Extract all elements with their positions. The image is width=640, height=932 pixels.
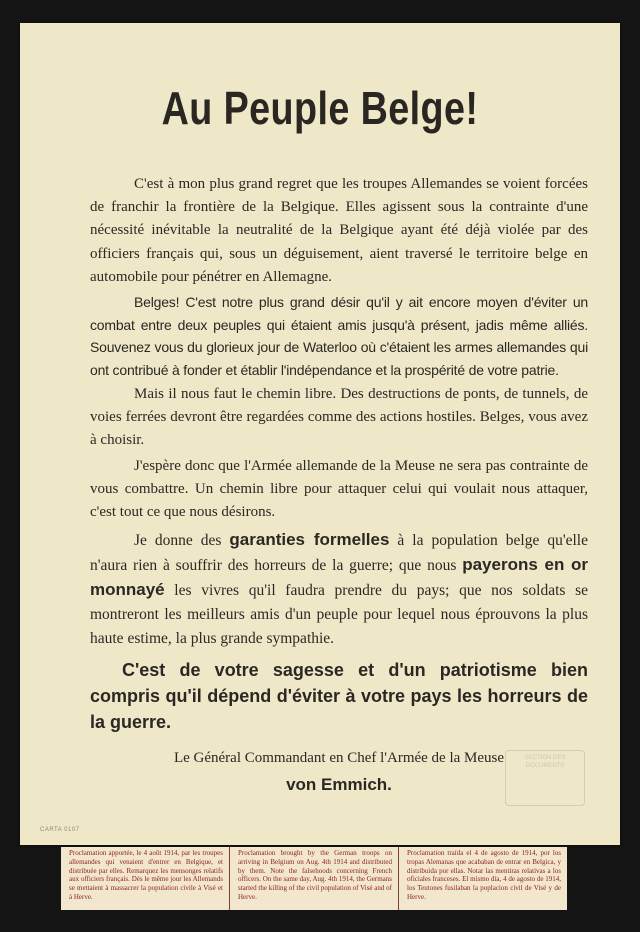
- poster-title: Au Peuple Belge!: [161, 82, 479, 134]
- paragraph-4: J'espère donc que l'Armée allemande de la Meuse ne sera pas contrainte de vous combattre. Un chemin libre pour attaquer celui qui voulait nous attaquer, c'est tout ce que nous désirons.: [90, 457, 588, 521]
- closing-block: [90, 657, 588, 735]
- stamp-text: SECTION DES DOCUMENTS: [524, 755, 566, 769]
- caption-strip: [61, 847, 567, 910]
- signature-title: Le Général Commandant en Chef l'Armée de la Meuse: [173, 750, 505, 767]
- guarantee-mid: à la population belge qu'elle n'aura rien à souffrir des horreurs de la guerre; que nous: [90, 532, 588, 575]
- paragraph-2: Belges! C'est notre plus grand désir qu'il y ait encore moyen d'éviter un combat entre deux peuples qui étaient amis jusqu'à présent, jadis même alliés. Souvenez vous du glorieux jour de Waterloo où c'étaient les armes allemandes qui ont contribué à fonder et établir l'indépendance et la prospérité de votre patrie.: [90, 294, 588, 378]
- paragraph-guarantees: [90, 528, 588, 651]
- paragraph-3: Mais il nous faut le chemin libre. Des destructions de ponts, de tunnels, de voies ferrées devront être regardées comme des actions hostiles. Belges, vous avez à choisir.: [90, 386, 588, 449]
- paragraph-1: C'est à mon plus grand regret que les troupes Allemandes se voient forcées de franchir la frontière de la Belgique. Elles agissent sous la contrainte d'une nécessité inévitable la neutralité de la Belgique ayant été déjà violée par des officiers français qui, sous un déguisement, aient traversé le territoire belge en automobile pour pénétrer en Allemagne.: [90, 176, 588, 285]
- closing-statement: C'est de votre sagesse et d'un patriotisme bien compris qu'il dépend d'éviter à votre pays les horreurs de la guerre.: [90, 660, 588, 733]
- proclamation-poster: [20, 23, 620, 845]
- guarantee-end: les vivres qu'il faudra prendre du pays; que nos soldats se montreront les meilleurs amis d'un peuple pour lequel nous éprouvons la plus haute estime, la plus grande sympathie.: [90, 582, 588, 648]
- archive-stamp: [505, 750, 585, 806]
- guarantee-intro: Je donne des: [134, 532, 230, 550]
- guarantee-bold-1: garanties formelles: [229, 530, 390, 550]
- caption-spanish: Proclamation traída el 4 de agosto de 1914, por los tropas Alemanas que acababan de entrar en Belgica, y distribuida por ellas. Notar las mentiras relativas a los oficiales franceses. El mismo día, 4 de agosto de 1914, los Teutones fusilaban la poplacion civil de Visé y de Herve.: [398, 847, 567, 910]
- signature-name: von Emmich.: [286, 775, 392, 795]
- poster-body: [90, 173, 588, 797]
- archive-mark: CARTA 0107: [40, 827, 80, 833]
- caption-french: Proclamation apportée, le 4 août 1914, par les troupes allemandes qui venaient d'entrer en Belgique, et distribuée par elles. Remarquez les mensonges relatifs aux officiers français. Dès le même jour les Allemands se mettaient à massacrer la population civile à Visé et à Herve.: [69, 849, 223, 901]
- caption-english: Proclamation brought by the German troops on arriving in Belgium on Aug. 4th 1914 and distributed by them. Note the falsehoods concerning French officers. On the same day, Aug. 4th 1914, the Germans started the killing of the civil population of Visé and of Herve.: [229, 847, 398, 910]
- guarantee-bold-2: payerons en or monnayé: [90, 555, 589, 600]
